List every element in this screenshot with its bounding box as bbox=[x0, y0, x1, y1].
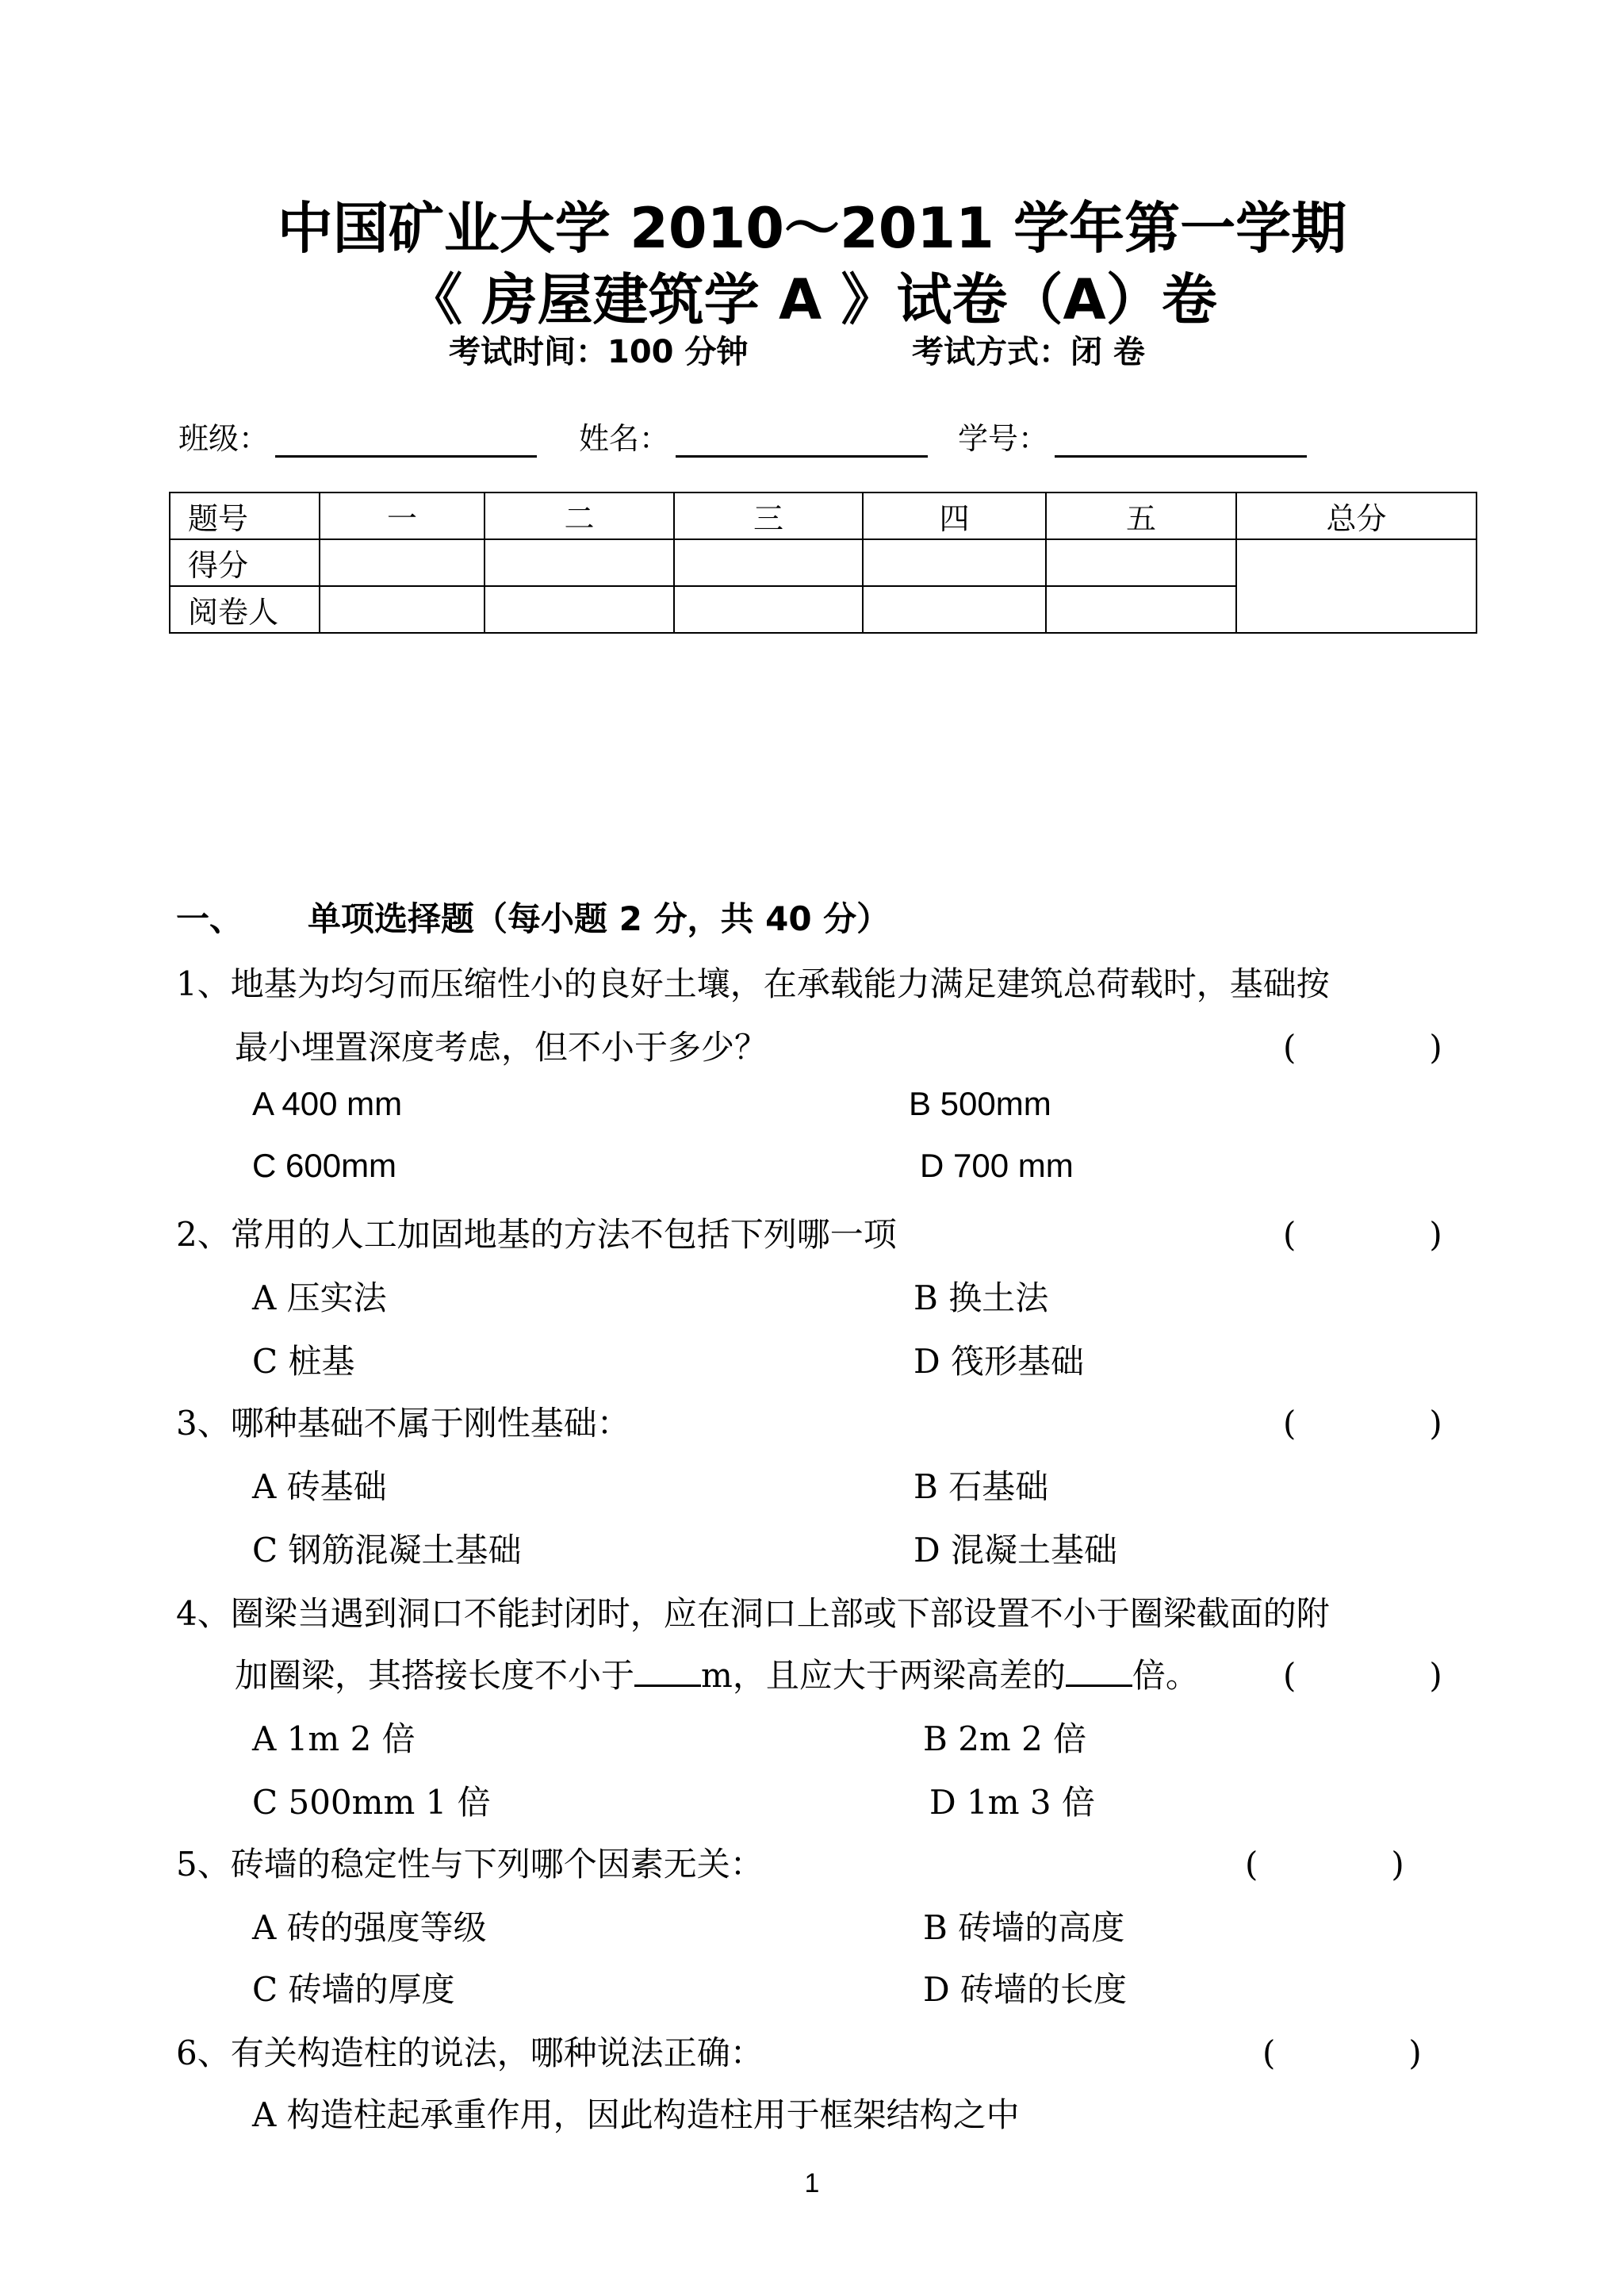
q3-option-b: B 石基础 bbox=[914, 1467, 1049, 1506]
q4-option-a: A 1m 2 倍 bbox=[252, 1719, 416, 1758]
q5-option-a: A 砖的强度等级 bbox=[252, 1908, 487, 1947]
q4-option-c: C 500mm 1 倍 bbox=[252, 1783, 491, 1822]
q2-option-b: B 换土法 bbox=[914, 1278, 1049, 1317]
section-title: 单项选择题（每小题 2 分，共 40 分） bbox=[308, 899, 891, 938]
table-row-score bbox=[170, 539, 1477, 586]
answer-paren-2[interactable]: ( ) bbox=[1283, 1215, 1442, 1254]
q3-option-c: C 钢筋混凝土基础 bbox=[252, 1531, 522, 1570]
question-4-line-2 bbox=[235, 1650, 1199, 1697]
class-label: 班级： bbox=[178, 421, 270, 456]
grader-cell[interactable] bbox=[1046, 586, 1236, 633]
header-cell-5: 五 bbox=[1046, 493, 1236, 539]
q4-text-part-a: 加圈梁，其搭接长度不小于 bbox=[235, 1656, 635, 1695]
name-blank[interactable] bbox=[676, 425, 928, 458]
student-id-field bbox=[958, 414, 1307, 458]
row-label-grader: 阅卷人 bbox=[170, 586, 320, 633]
class-blank[interactable] bbox=[275, 425, 537, 458]
q6-option-a: A 构造柱起承重作用，因此构造柱用于框架结构之中 bbox=[252, 2095, 1020, 2134]
q4-blank-multiple[interactable] bbox=[1066, 1658, 1132, 1687]
question-3-line-1: 3、哪种基础不属于刚性基础： bbox=[176, 1404, 630, 1443]
score-table bbox=[169, 492, 1477, 634]
student-id-blank[interactable] bbox=[1055, 425, 1307, 458]
grader-cell[interactable] bbox=[320, 586, 485, 633]
question-6-line-1: 6、有关构造柱的说法，哪种说法正确： bbox=[176, 2033, 764, 2072]
exam-subtitle: 《 房屋建筑学 A 》试卷（A）卷 bbox=[407, 267, 1217, 332]
section-number: 一、 bbox=[176, 899, 243, 938]
page-number: 1 bbox=[804, 2168, 820, 2198]
q5-option-d: D 砖墙的长度 bbox=[923, 1970, 1128, 2009]
score-cell[interactable] bbox=[320, 539, 485, 586]
score-cell[interactable] bbox=[1046, 539, 1236, 586]
q1-option-d: D 700 mm bbox=[920, 1147, 1074, 1184]
q1-option-b: B 500mm bbox=[909, 1085, 1051, 1122]
question-1-line-1: 1、地基为均匀而压缩性小的良好土壤，在承载能力满足建筑总荷载时，基础按 bbox=[176, 964, 1330, 1003]
q5-option-c: C 砖墙的厚度 bbox=[252, 1970, 455, 2009]
question-1-line-2: 最小埋置深度考虑，但不小于多少？ bbox=[235, 1028, 768, 1067]
q2-option-a: A 压实法 bbox=[252, 1278, 387, 1317]
class-field bbox=[178, 414, 537, 458]
total-score-cell[interactable] bbox=[1236, 539, 1477, 633]
score-cell[interactable] bbox=[674, 539, 863, 586]
q4-text-part-b: m，且应大于两梁高差的 bbox=[701, 1656, 1066, 1695]
name-label: 姓名： bbox=[579, 421, 670, 456]
grader-cell[interactable] bbox=[863, 586, 1046, 633]
header-cell-2: 二 bbox=[485, 493, 674, 539]
student-id-label: 学号： bbox=[958, 421, 1049, 456]
table-header-row bbox=[170, 493, 1477, 539]
answer-paren-4[interactable]: ( ) bbox=[1283, 1656, 1442, 1695]
q4-blank-length[interactable] bbox=[634, 1658, 701, 1687]
header-cell-1: 一 bbox=[320, 493, 485, 539]
answer-paren-6[interactable]: ( ) bbox=[1262, 2033, 1422, 2072]
grader-cell[interactable] bbox=[674, 586, 863, 633]
grader-cell[interactable] bbox=[485, 586, 674, 633]
question-2-line-1: 2、常用的人工加固地基的方法不包括下列哪一项 bbox=[176, 1215, 897, 1254]
q2-option-d: D 筏形基础 bbox=[914, 1342, 1085, 1381]
question-5-line-1: 5、砖墙的稳定性与下列哪个因素无关： bbox=[176, 1845, 764, 1884]
name-field bbox=[579, 414, 928, 458]
header-cell-total: 总分 bbox=[1236, 493, 1477, 539]
q4-option-d: D 1m 3 倍 bbox=[929, 1783, 1095, 1822]
q1-option-a: A 400 mm bbox=[252, 1085, 403, 1122]
q5-option-b: B 砖墙的高度 bbox=[923, 1908, 1125, 1947]
exam-time: 考试时间：100 分钟 bbox=[449, 334, 749, 370]
answer-paren-3[interactable]: ( ) bbox=[1283, 1404, 1442, 1443]
q2-option-c: C 桩基 bbox=[252, 1342, 355, 1381]
score-cell[interactable] bbox=[485, 539, 674, 586]
q4-option-b: B 2m 2 倍 bbox=[923, 1719, 1087, 1758]
q1-option-c: C 600mm bbox=[252, 1147, 397, 1184]
q3-option-a: A 砖基础 bbox=[252, 1467, 387, 1506]
answer-paren-5[interactable]: ( ) bbox=[1245, 1845, 1404, 1884]
exam-title: 中国矿业大学 2010～2011 学年第一学期 bbox=[277, 196, 1347, 261]
header-cell-3: 三 bbox=[674, 493, 863, 539]
header-cell-4: 四 bbox=[863, 493, 1046, 539]
score-cell[interactable] bbox=[863, 539, 1046, 586]
row-label-score: 得分 bbox=[170, 539, 320, 586]
exam-mode: 考试方式：闭 卷 bbox=[912, 334, 1145, 370]
answer-paren-1[interactable]: ( ) bbox=[1283, 1028, 1442, 1067]
question-4-line-1: 4、圈梁当遇到洞口不能封闭时，应在洞口上部或下部设置不小于圈梁截面的附 bbox=[176, 1594, 1330, 1633]
q4-text-part-c: 倍。 bbox=[1132, 1656, 1199, 1695]
q3-option-d: D 混凝土基础 bbox=[914, 1531, 1118, 1570]
header-cell-question-no: 题号 bbox=[170, 493, 320, 539]
